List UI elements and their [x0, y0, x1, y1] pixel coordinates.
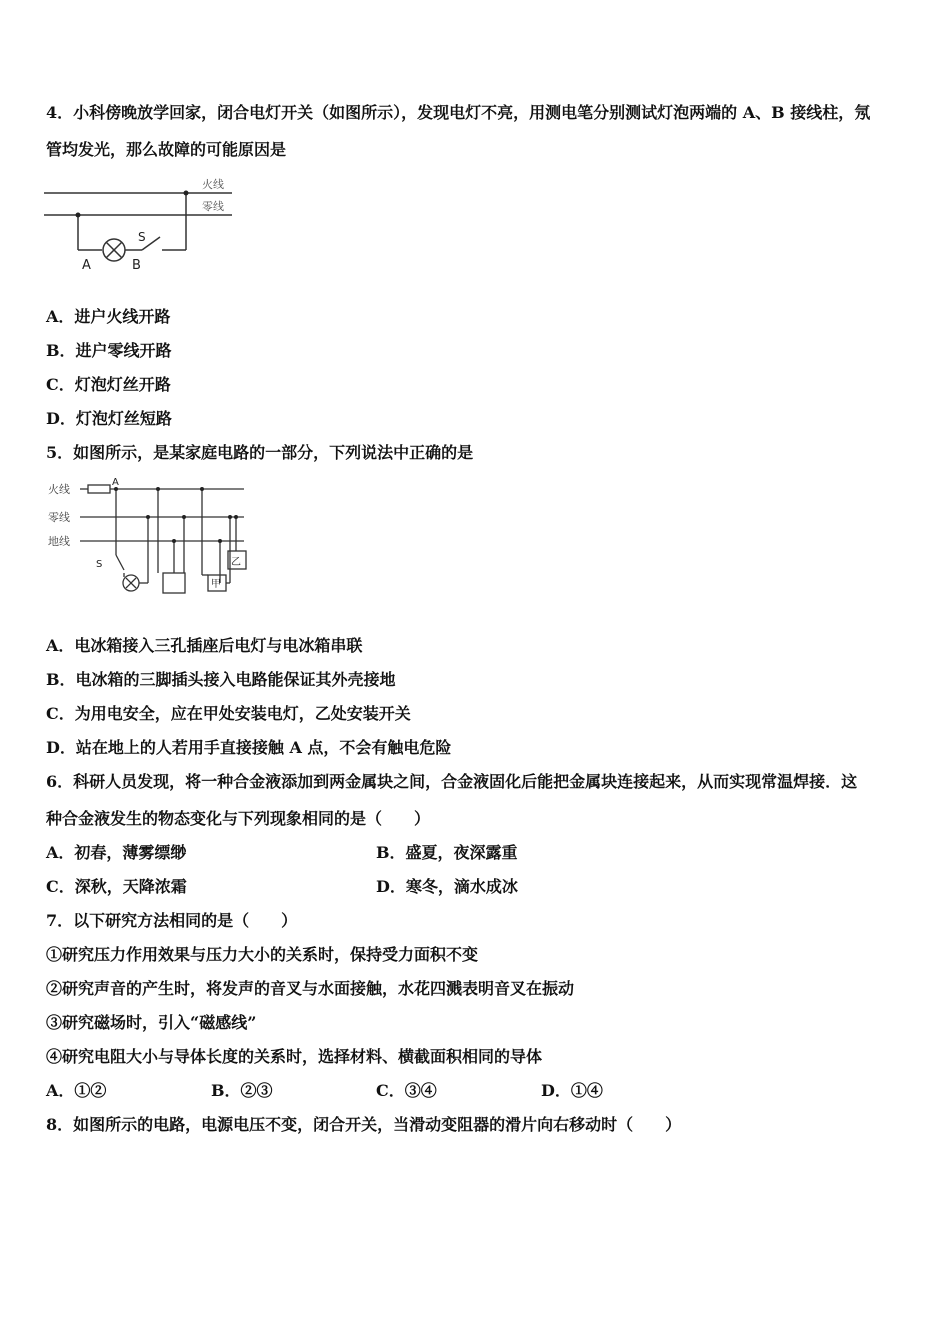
- q5-circuit-diagram: [44, 475, 254, 605]
- q5-option-b: B．电冰箱的三脚插头接入电路能保证其外壳接地: [46, 670, 396, 689]
- q7-item-2: ②研究声音的产生时，将发声的音叉与水面接触，水花四溅表明音叉在振动: [46, 979, 575, 998]
- q5-switch-label: S: [96, 559, 103, 570]
- q5-option-d: D．站在地上的人若用手直接接触 A 点，不会有触电危险: [46, 738, 452, 757]
- q4-option-b: B．进户零线开路: [46, 341, 172, 360]
- q4-option-d: D．灯泡灯丝短路: [46, 409, 172, 428]
- q6-option-a: A．初春，薄雾缥缈: [46, 843, 187, 862]
- q6-stem-line1: 6．科研人员发现，将一种合金液添加到两金属块之间，合金液固化后能把金属块连接起来，从而实现常温焊接．这: [46, 772, 858, 791]
- q8-stem: 8．如图所示的电路，电源电压不变，闭合开关，当滑动变阻器的滑片向右移动时（ ）: [46, 1115, 682, 1134]
- q6-option-c: C．深秋，天降浓霜: [46, 877, 187, 896]
- q5-point-a: A: [112, 477, 119, 488]
- q5-live-label: 火线: [48, 483, 70, 496]
- q4-switch-label: S: [138, 230, 146, 244]
- q4-option-c: C．灯泡灯丝开路: [46, 375, 171, 394]
- q4-option-a: A．进户火线开路: [46, 307, 171, 326]
- q6-option-b: B．盛夏，夜深露重: [376, 843, 518, 862]
- q4-point-b: B: [132, 258, 141, 273]
- q7-option-a: A．①②: [46, 1081, 107, 1100]
- q4-point-a: A: [82, 258, 91, 273]
- q4-neutral-label: 零线: [202, 200, 224, 213]
- q7-item-4: ④研究电阻大小与导体长度的关系时，选择材料、横截面积相同的导体: [46, 1047, 543, 1066]
- q7-option-d: D．①④: [541, 1081, 603, 1100]
- q7-option-c: C．③④: [376, 1081, 437, 1100]
- q6-stem-line2: 种合金液发生的物态变化与下列现象相同的是（ ）: [46, 809, 431, 828]
- q6-option-d: D．寒冬，滴水成冰: [376, 877, 518, 896]
- q5-option-c: C．为用电安全，应在甲处安装电灯，乙处安装开关: [46, 704, 411, 723]
- q5-box-yi: 乙: [231, 557, 241, 568]
- q4-circuit-diagram: [44, 175, 244, 275]
- q4-live-label: 火线: [202, 178, 224, 191]
- q4-stem-line2: 管均发光，那么故障的可能原因是: [46, 140, 287, 159]
- q7-stem: 7．以下研究方法相同的是（ ）: [46, 911, 298, 930]
- q7-item-3: ③研究磁场时，引入“磁感线”: [46, 1013, 257, 1032]
- q5-stem: 5．如图所示，是某家庭电路的一部分，下列说法中正确的是: [46, 443, 474, 462]
- q7-item-1: ①研究压力作用效果与压力大小的关系时，保持受力面积不变: [46, 945, 479, 964]
- q5-box-jia: 甲: [211, 579, 221, 590]
- q4-stem-line1: 4．小科傍晚放学回家，闭合电灯开关（如图所示），发现电灯不亮，用测电笔分别测试灯泡两端的 A、B 接线柱，氖: [46, 103, 871, 122]
- q7-option-b: B．②③: [211, 1081, 273, 1100]
- q5-neutral-label: 零线: [48, 511, 70, 524]
- q5-ground-label: 地线: [48, 535, 70, 548]
- q5-option-a: A．电冰箱接入三孔插座后电灯与电冰箱串联: [46, 636, 363, 655]
